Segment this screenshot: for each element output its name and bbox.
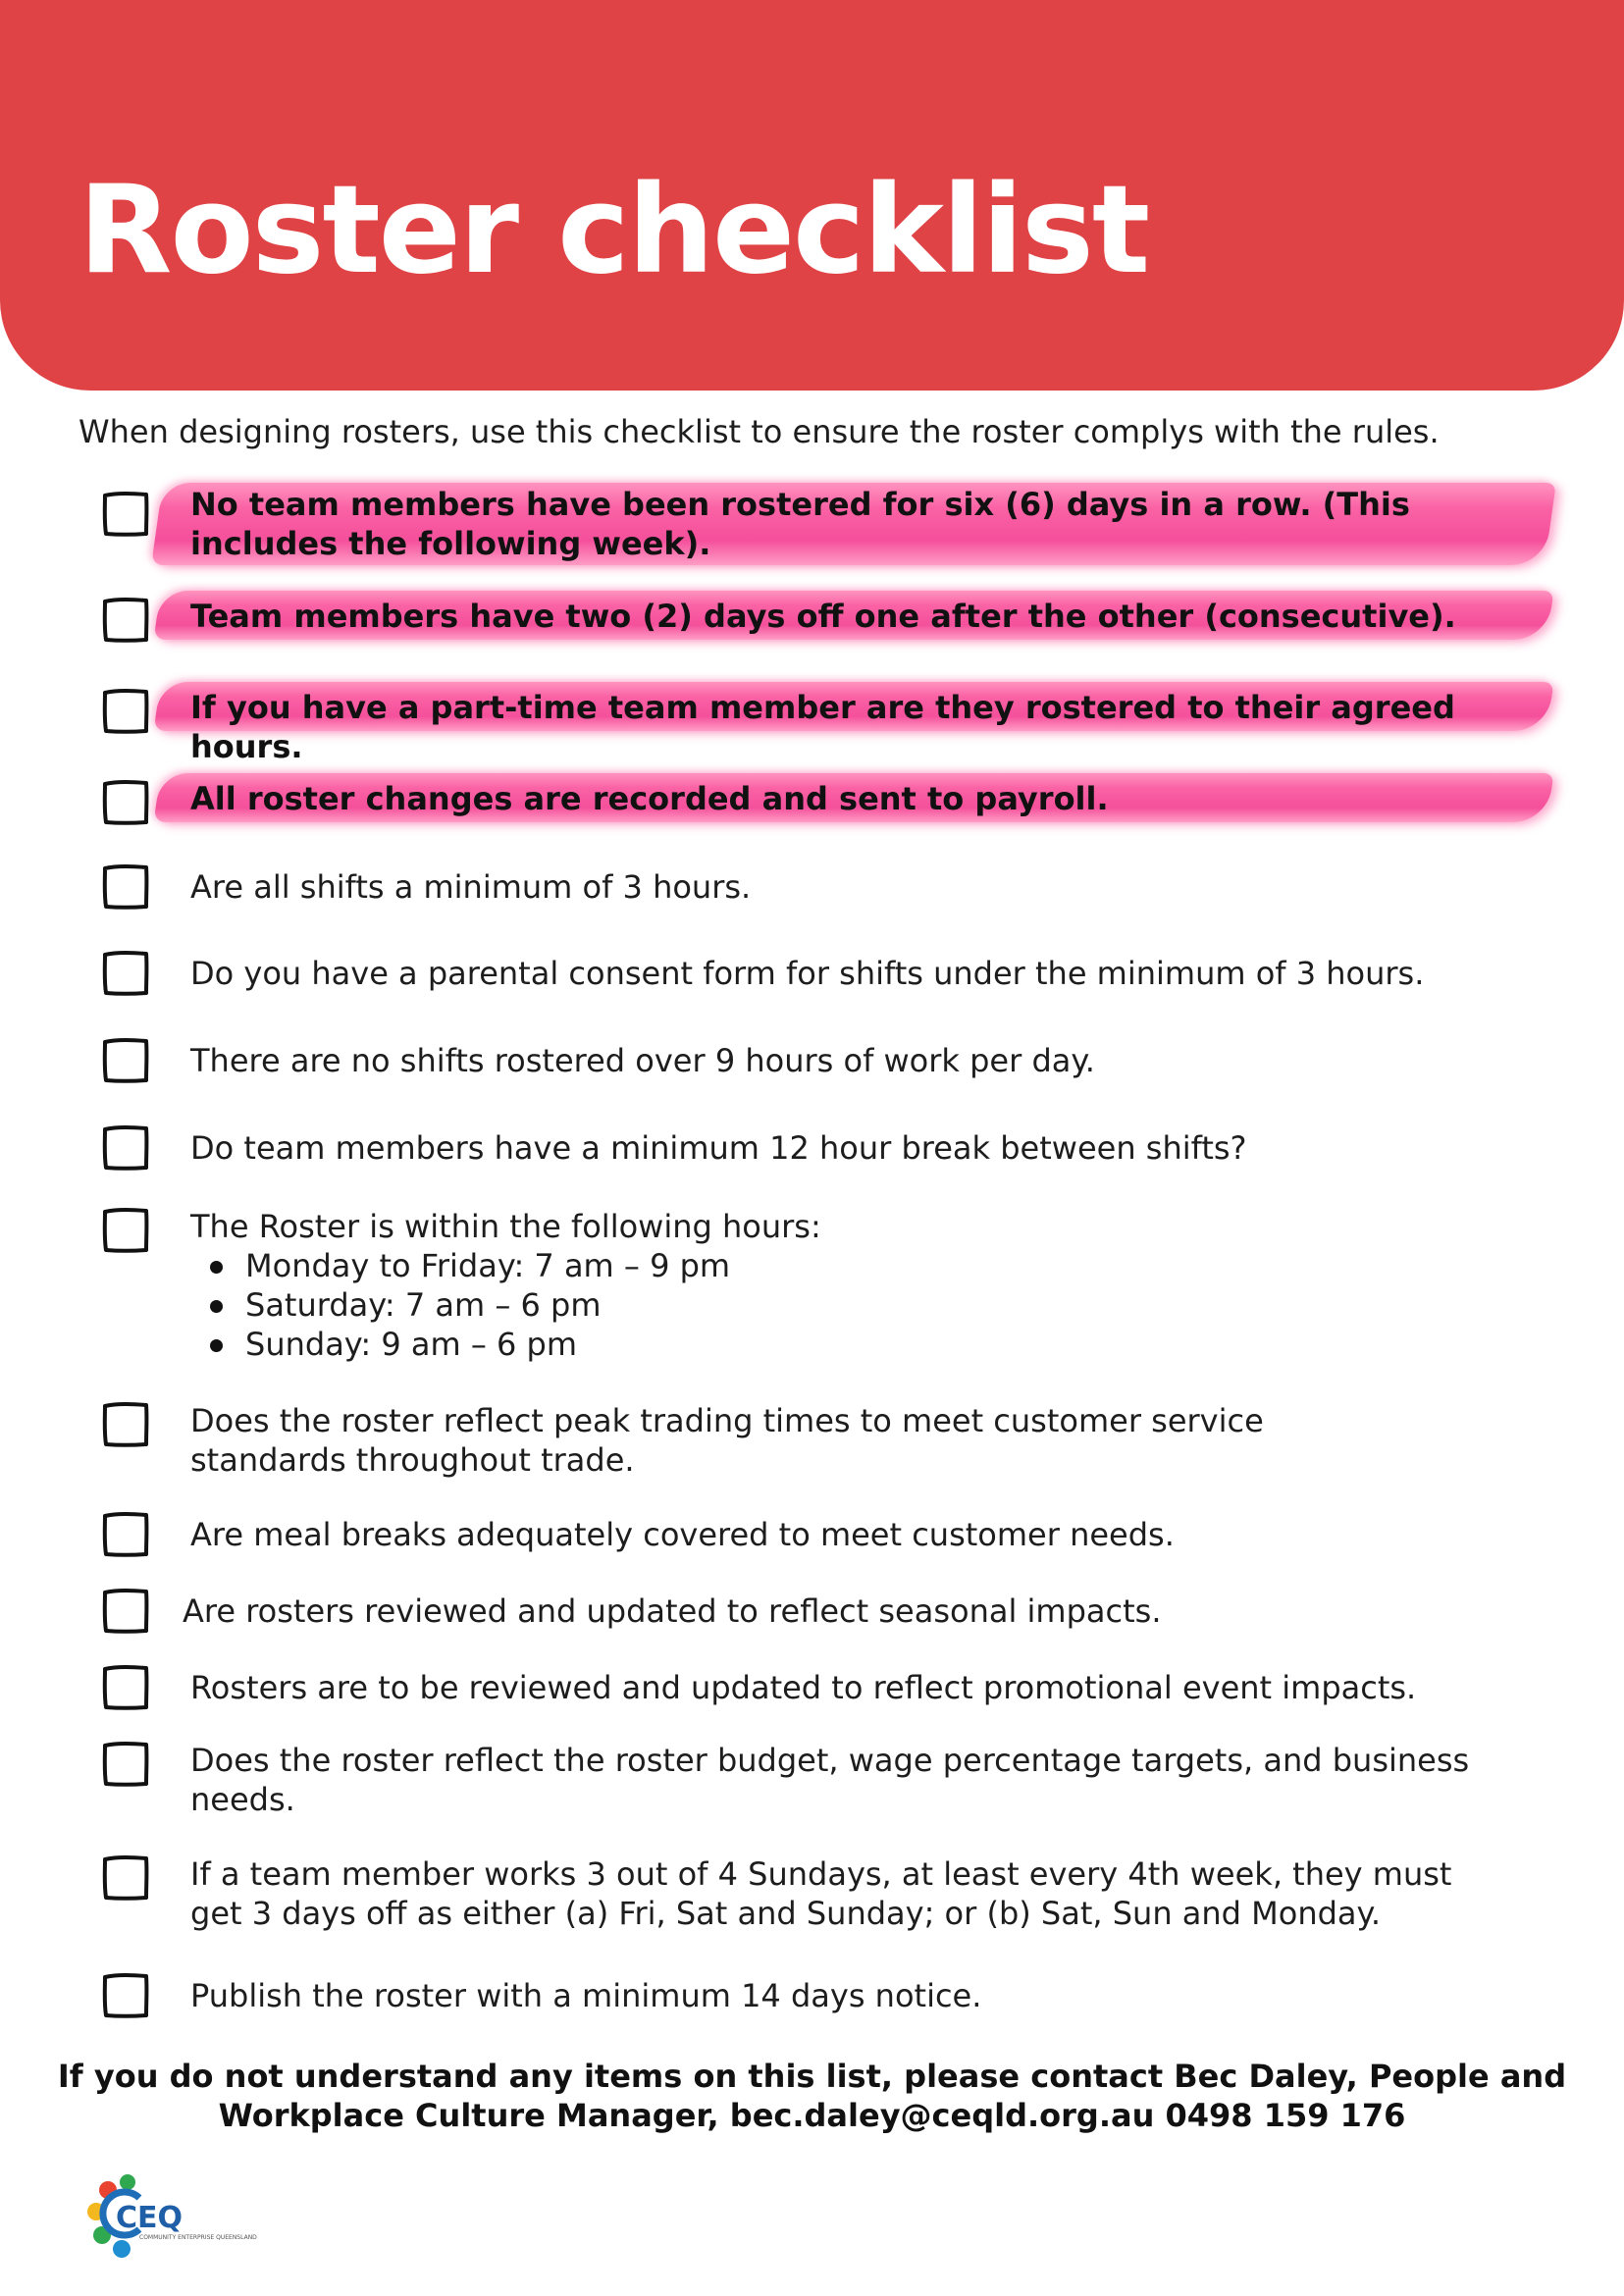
checkbox[interactable] bbox=[100, 948, 151, 999]
checkbox[interactable] bbox=[100, 1586, 151, 1637]
hours-list-item: Saturday: 7 am – 6 pm bbox=[190, 1285, 1545, 1325]
checklist-item-text: There are no shifts rostered over 9 hours of work per day. bbox=[190, 1042, 1095, 1079]
checkbox[interactable] bbox=[100, 686, 151, 737]
checklist-item-text: Rosters are to be reviewed and updated to reflect promotional event impacts. bbox=[190, 1669, 1417, 1706]
checklist-item-text: Does the roster reflect peak trading times to meet customer service standards throughout trade. bbox=[190, 1402, 1264, 1479]
checklist-item-text: The Roster is within the following hours: bbox=[190, 1208, 821, 1245]
checkbox[interactable] bbox=[100, 1509, 151, 1560]
checkbox[interactable] bbox=[100, 595, 151, 646]
checklist-item-text: All roster changes are recorded and sent to payroll. bbox=[190, 780, 1109, 817]
checklist-item-text: Team members have two (2) days off one after the other (consecutive). bbox=[190, 598, 1456, 635]
contact-note: If you do not understand any items on this list, please contact Bec Daley, People and Workplace Culture Manager, bec.daley@ceqld.org.au 0498 159 176 bbox=[57, 2058, 1567, 2134]
checklist-item-text: If you have a part-time team member are they rostered to their agreed hours. bbox=[190, 689, 1455, 765]
checkbox[interactable] bbox=[100, 1399, 151, 1450]
logo-tagline: COMMUNITY ENTERPRISE QUEENSLAND bbox=[139, 2234, 257, 2241]
checkbox[interactable] bbox=[100, 861, 151, 913]
checklist-item-text: Are rosters reviewed and updated to reflect seasonal impacts. bbox=[183, 1592, 1162, 1630]
checklist-item-text: Does the roster reflect the roster budget, wage percentage targets, and business needs. bbox=[190, 1742, 1470, 1818]
checkbox[interactable] bbox=[100, 1970, 151, 2021]
checkbox[interactable] bbox=[100, 1662, 151, 1713]
ceq-logo bbox=[82, 2168, 257, 2267]
checkbox[interactable] bbox=[100, 489, 151, 540]
logo-wordmark: CEQ bbox=[116, 2201, 183, 2235]
checklist-item-text: Do team members have a minimum 12 hour break between shifts? bbox=[190, 1129, 1247, 1167]
checkbox[interactable] bbox=[100, 1035, 151, 1086]
hours-list-item: Sunday: 9 am – 6 pm bbox=[190, 1325, 1545, 1364]
hours-list-item: Monday to Friday: 7 am – 9 pm bbox=[190, 1246, 1545, 1285]
checklist-item-text: No team members have been rostered for six (6) days in a row. (This includes the following week). bbox=[190, 486, 1410, 562]
checklist-item-text: Publish the roster with a minimum 14 days notice. bbox=[190, 1977, 982, 2014]
checklist-item-text: Do you have a parental consent form for shifts under the minimum of 3 hours. bbox=[190, 955, 1425, 992]
checklist-item-text: If a team member works 3 out of 4 Sundays, at least every 4th week, they must get 3 days off as either (a) Fri, Sat and Sunday; or (b) Sat, Sun and Monday. bbox=[190, 1855, 1452, 1932]
checkbox[interactable] bbox=[100, 1122, 151, 1174]
page-title: Roster checklist bbox=[79, 160, 1149, 301]
checkbox[interactable] bbox=[100, 777, 151, 828]
checklist-item-text: Are meal breaks adequately covered to meet customer needs. bbox=[190, 1516, 1175, 1553]
hours-list bbox=[190, 1246, 1545, 1364]
checkbox[interactable] bbox=[100, 1739, 151, 1790]
intro-text: When designing rosters, use this checklist to ensure the roster complys with the rules. bbox=[79, 413, 1440, 450]
checkbox[interactable] bbox=[100, 1852, 151, 1904]
checklist-item-text: Are all shifts a minimum of 3 hours. bbox=[190, 868, 752, 906]
checkbox[interactable] bbox=[100, 1205, 151, 1256]
